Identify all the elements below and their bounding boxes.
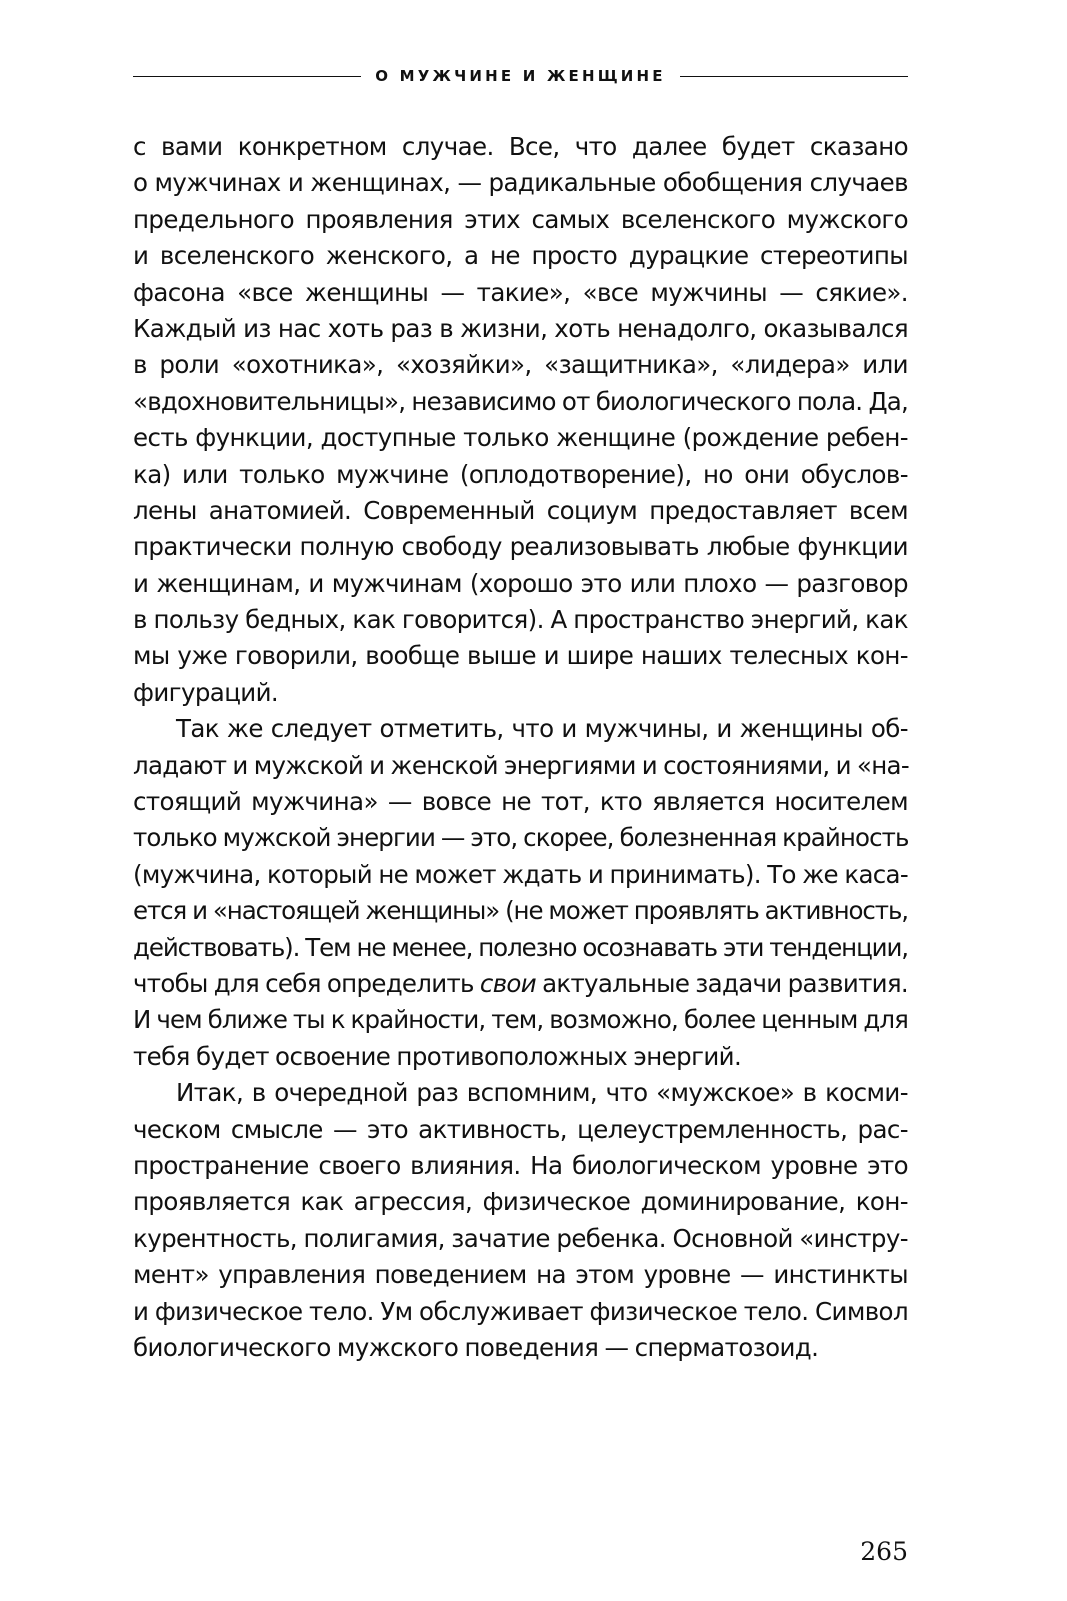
text-line: и вселенского женского, а не просто дурацкие стереотипы (133, 241, 908, 271)
text-line-with-emphasis (133, 966, 908, 1002)
paragraph-1 (133, 129, 908, 711)
text-line: (мужчина, который не может ждать и принимать). То же каса- (133, 859, 908, 889)
text-line: в пользу бедных, как говорится). А пространство энергий, как (133, 605, 908, 635)
paragraph-2 (133, 711, 908, 1075)
text-line: «вдохновительницы», независимо от биологического пола. Да, (133, 386, 908, 416)
text-line: пространение своего влияния. На биологическом уровне это (133, 1150, 908, 1180)
text-line: стоящий мужчина» — вовсе не тот, кто является носителем (133, 787, 908, 817)
text-line: курентность, полигамия, зачатие ребенка. Основной «инстру- (133, 1223, 908, 1253)
text-line: предельного проявления этих самых вселенского мужского (133, 204, 908, 234)
text-line: ладают и мужской и женской энергиями и состояниями, и «на- (133, 750, 909, 780)
text-line: И чем ближе ты к крайности, тем, возможно, более ценным для (133, 1005, 908, 1035)
text-line: ческом смысле — это активность, целеустремленность, рас- (133, 1114, 908, 1144)
header-rule-left (133, 76, 361, 77)
text-line: фигураций. (133, 677, 279, 707)
text-line: практически полную свободу реализовывать любые функции (133, 532, 908, 562)
text-segment: актуальные задачи развития. (535, 968, 908, 998)
text-line: и физическое тело. Ум обслуживает физическое тело. Символ (133, 1296, 908, 1326)
text-line: есть функции, доступные только женщине (рождение ребен- (133, 423, 908, 453)
text-line: биологического мужского поведения — сперматозоид. (133, 1332, 819, 1362)
text-line: только мужской энергии — это, скорее, болезненная крайность (133, 823, 909, 853)
text-line: Каждый из нас хоть раз в жизни, хоть ненадолго, оказывался (133, 313, 908, 343)
text-line: тебя будет освоение противоположных энергий. (133, 1041, 742, 1071)
text-line: фасона «все женщины — такие», «все мужчины — сякие». (133, 277, 908, 307)
paragraph-3 (133, 1075, 908, 1366)
text-line: мы уже говорили, вообще выше и шире наших телесных кон- (133, 641, 908, 671)
text-line: действовать). Тем не менее, полезно осознавать эти тенденции, (133, 932, 908, 962)
text-line: с вами конкретном случае. Все, что далее будет сказано (133, 132, 908, 161)
text-line: мент» управления поведением на этом уровне — инстинкты (133, 1260, 908, 1290)
emphasis-text: свои (479, 968, 536, 998)
text-line: о мужчинах и женщинах, — радикальные обобщения случаев (133, 168, 908, 198)
text-line: ка) или только мужчине (оплодотворение), но они обуслов- (133, 459, 908, 489)
running-header (133, 62, 908, 90)
text-line: в роли «охотника», «хозяйки», «защитника», «лидера» или (133, 350, 908, 380)
text-line: ется и «настоящей женщины» (не может проявлять активность, (133, 896, 908, 926)
page-number: 265 (860, 1537, 908, 1566)
page-body (133, 129, 908, 1366)
text-line: и женщинам, и мужчинам (хорошо это или плохо — разговор (133, 568, 908, 598)
text-line: Итак, в очередной раз вспомним, что «мужское» в косми- (176, 1078, 908, 1108)
running-header-title: О МУЖЧИНЕ И ЖЕНЩИНЕ (375, 67, 666, 85)
header-rule-right (680, 76, 908, 77)
text-line: лены анатомией. Современный социум предоставляет всем (133, 495, 908, 525)
text-line: проявляется как агрессия, физическое доминирование, кон- (133, 1187, 908, 1217)
text-segment: чтобы для себя определить (133, 968, 480, 998)
text-line: Так же следует отметить, что и мужчины, и женщины об- (176, 714, 908, 744)
